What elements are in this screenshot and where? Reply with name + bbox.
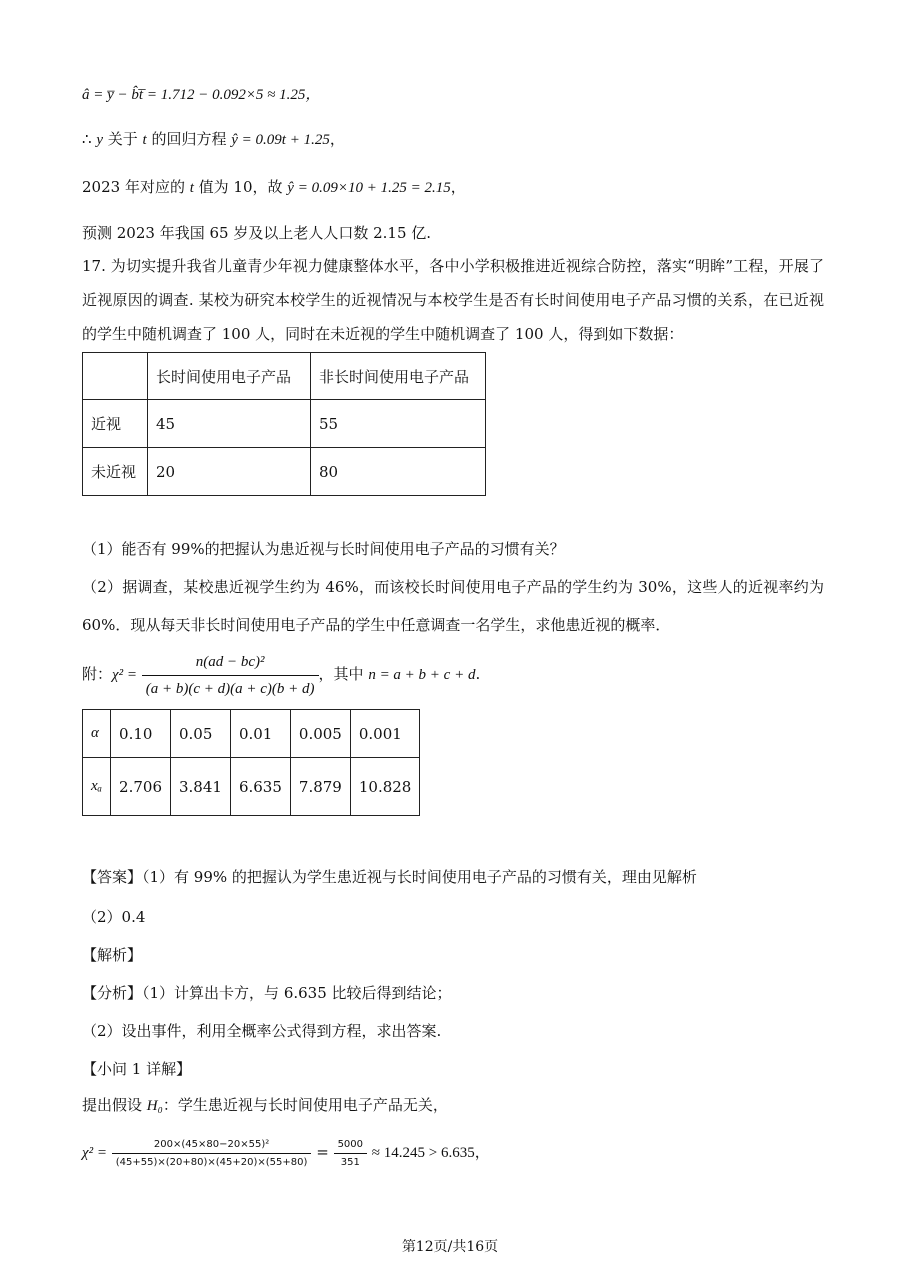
where-label: ，其中: [318, 665, 369, 683]
fraction-denominator: (a + b)(c + d)(a + c)(b + d): [145, 680, 315, 697]
alpha-cell: 0.005: [290, 710, 350, 758]
h0-symbol: H₀: [146, 1098, 163, 1114]
result-denominator: 351: [340, 1156, 360, 1168]
table-cell: 55: [311, 400, 486, 448]
detail-heading: 【小问 1 详解】: [82, 1060, 192, 1078]
alpha-cell: 0.05: [171, 710, 231, 758]
chi-square-fraction: [142, 651, 319, 700]
var-t-2: t: [189, 180, 194, 196]
text-value: 值为 10，故: [193, 178, 288, 196]
table-cell: 近视: [83, 400, 148, 448]
table-header-cell: 非长时间使用电子产品: [311, 353, 486, 400]
hypothesis-text: ：学生患近视与长时间使用电子产品无关，: [162, 1096, 448, 1114]
chi-square-lhs: χ² =: [112, 667, 137, 683]
answer-line: 【答案】（1）有 99% 的把握认为学生患近视与长时间使用电子产品的习惯有关，理由见解析: [82, 868, 697, 886]
x-alpha-label: xₐ: [83, 758, 111, 816]
critical-row: [83, 758, 420, 816]
intercept-formula: â = y̅ − b̂t̅ = 1.712 − 0.092×5 ≈ 1.25，: [82, 87, 321, 103]
table-row: [83, 400, 486, 448]
chi-square-result: ≈ 14.245 > 6.635，: [371, 1145, 490, 1161]
var-y: y: [96, 132, 103, 148]
calc-fraction: [112, 1138, 312, 1169]
result-fraction: [334, 1138, 367, 1169]
table-header-cell: 长时间使用电子产品: [148, 353, 311, 400]
text-guanyu: 关于: [102, 130, 143, 148]
alpha-cell: 0.01: [230, 710, 290, 758]
chi-square-calculation: [82, 1132, 490, 1172]
text-regression: 的回归方程: [146, 130, 232, 148]
table-cell: 45: [148, 400, 311, 448]
regression-eq: ŷ = 0.09t + 1.25: [231, 132, 330, 148]
calc-denominator: (45+55)×(20+80)×(45+20)×(55+80): [115, 1156, 308, 1168]
analysis-line-1: 【分析】（1）计算出卡方，与 6.635 比较后得到结论；: [82, 984, 452, 1002]
critical-cell: 3.841: [171, 758, 231, 816]
alpha-cell: 0.001: [350, 710, 420, 758]
calc-numerator: 200×(45×80−20×55)²: [112, 1138, 312, 1154]
hypothesis-pre: 提出假设: [82, 1096, 147, 1114]
comma: ，: [329, 130, 345, 148]
critical-cell: 10.828: [350, 758, 420, 816]
text-2023: 2023 年对应的: [82, 178, 190, 196]
table-cell: 80: [311, 448, 486, 496]
survey-table: [82, 352, 486, 496]
answer-part-2: （2）0.4: [82, 908, 146, 926]
table-header-cell: [83, 353, 148, 400]
critical-cell: 6.635: [230, 758, 290, 816]
critical-value-table: [82, 709, 420, 816]
alpha-cell: 0.10: [111, 710, 171, 758]
prediction-conclusion: 预测 2023 年我国 65 岁及以上老人人口数 2.15 亿.: [82, 224, 432, 242]
alpha-row: [83, 710, 420, 758]
table-cell: 未近视: [83, 448, 148, 496]
chi-square-lhs-2: χ² =: [82, 1145, 107, 1161]
problem-17-text: 17. 为切实提升我省儿童青少年视力健康整体水平，各中小学积极推进近视综合防控，落实“明眸”工程，开展了近视原因的调查. 某校为研究本校学生的近视情况与本校学生是否有长时间使用电子产品习惯的关系，在已近视的学生中随机调查了 100 人，同时在未近视的学生中随机调查了 100 人，得到如下数据：: [82, 257, 824, 343]
var-t: t: [142, 132, 147, 148]
therefore-sign: ∴: [82, 130, 97, 148]
analysis-heading: 【解析】: [82, 946, 143, 964]
hypothesis-line: [82, 1094, 448, 1117]
prediction-calc-line: [82, 176, 466, 199]
table-header-row: [83, 353, 486, 400]
n-sum-eq: n = a + b + c + d: [368, 667, 476, 683]
regression-equation-line: [82, 128, 345, 151]
equals-sign: =: [316, 1143, 329, 1161]
question-1: （1）能否有 99%的把握认为患近视与长时间使用电子产品的习惯有关？: [82, 540, 565, 558]
page-footer: 第12页/共16页: [401, 1239, 499, 1255]
question-2: （2）据调查，某校患近视学生约为 46%，而该校长时间使用电子产品的学生约为 30%，这些人的近视率约为 60%．现从每天非长时间使用电子产品的学生中任意调查一名学生，求他患近视的概率．: [82, 578, 824, 634]
period: .: [475, 665, 481, 683]
table-cell: 20: [148, 448, 311, 496]
comma-2: ，: [450, 178, 466, 196]
appendix-label: 附：: [82, 665, 113, 683]
prediction-eq: ŷ = 0.09×10 + 1.25 = 2.15: [287, 180, 451, 196]
alpha-label: α: [83, 710, 111, 758]
critical-cell: 7.879: [290, 758, 350, 816]
table-row: [83, 448, 486, 496]
appendix-formula: [82, 646, 480, 702]
result-numerator: 5000: [334, 1138, 367, 1154]
critical-cell: 2.706: [111, 758, 171, 816]
fraction-numerator: n(ad − bc)²: [142, 651, 319, 676]
analysis-line-2: （2）设出事件，利用全概率公式得到方程，求出答案.: [82, 1022, 442, 1040]
